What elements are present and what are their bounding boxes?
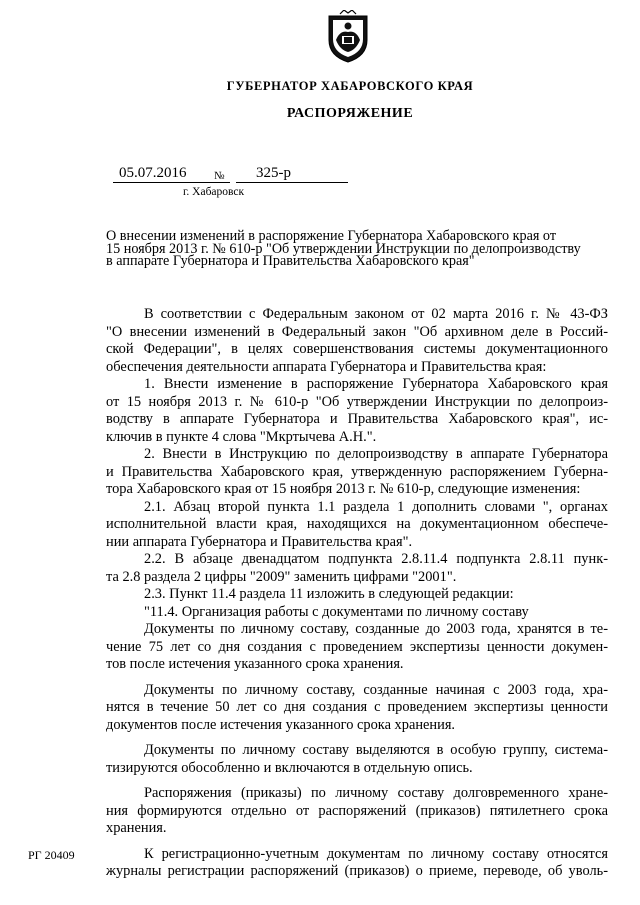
body-line: хранения. — [106, 820, 167, 836]
body-line: тов после истечения указанного срока хранения. — [106, 656, 404, 672]
document-body — [106, 306, 608, 881]
body-line: водству в аппарате Губернатора и Правительства Хабаровского края", ис- — [106, 411, 608, 427]
footer-code: РГ 20409 — [28, 848, 75, 862]
body-line: тизируются обособленно и включаются в отдельную опись. — [106, 759, 473, 776]
subject-line: О внесении изменений в распоряжение Губернатора Хабаровского края от — [106, 228, 557, 244]
body-line: Распоряжения (приказы) по личному составу долговременного хране- — [144, 785, 608, 801]
body-line: и Правительства Хабаровского края, утвержденную распоряжением Губерна- — [106, 463, 608, 480]
body-line: обеспечения деятельности аппарата Губернатора и Правительства края: — [106, 358, 547, 375]
body-line: 2.3. Пункт 11.4 раздела 11 изложить в следующей редакции: — [144, 586, 514, 602]
body-line: В соответствии с Федеральным законом от 02 марта 2016 г. № 43-ФЗ — [144, 306, 608, 322]
body-line: журналы регистрации распоряжений (приказов) о приеме, переводе, об уволь- — [106, 863, 608, 879]
body-line: 2.1. Абзац второй пункта 1.1 раздела 1 дополнить словами ", органах — [144, 498, 608, 515]
coat-of-arms-emblem — [326, 10, 370, 64]
body-line: 2.2. В абзаце двенадцатом подпункта 2.8.11.4 подпункта 2.8.11 пунк- — [144, 551, 608, 567]
document-subject — [106, 230, 608, 268]
body-line: ской Федерации", в целях совершенствования системы документационного — [106, 341, 608, 357]
body-line: "О внесении изменений в Федеральный закон "Об архивном деле в Россий- — [106, 323, 608, 340]
body-line: нятся в течение 50 лет со дня создания с проведением экспертизы ценности — [106, 699, 608, 715]
number-sign: № — [214, 170, 230, 183]
body-line: от 15 ноября 2013 г. № 610-р "Об утверждении Инструкции по делопроиз- — [106, 393, 608, 410]
body-line: исполнительной власти края, находящихся на документационном обеспече- — [106, 516, 608, 532]
subject-line: в аппарате Губернатора и Правительства Хабаровского края" — [106, 253, 475, 270]
body-line: нии аппарата Губернатора и Правительства края". — [106, 533, 413, 550]
document-city: г. Хабаровск — [183, 186, 245, 198]
body-line: Документы по личному составу выделяются в особую группу, система- — [144, 742, 608, 758]
body-line: 1. Внести изменение в распоряжение Губернатора Хабаровского края — [144, 376, 608, 392]
body-line: чение 75 лет со дня создания с проведением экспертизы ценности докумен- — [106, 638, 608, 655]
subject-line: 15 ноября 2013 г. № 610-р "Об утверждении Инструкции по делопроизводству — [106, 240, 581, 257]
document-type: РАСПОРЯЖЕНИЕ — [286, 106, 414, 121]
body-line: "11.4. Организация работы с документами по личному составу — [144, 603, 529, 620]
document-number: 325-р — [236, 165, 348, 183]
body-line: ключив в пункте 4 слова "Мкртычева А.Н.". — [106, 428, 377, 445]
body-line: Документы по личному составу, созданные начиная с 2003 года, хра- — [144, 681, 608, 698]
body-line: Документы по личному составу, созданные до 2003 года, хранятся в те- — [144, 621, 608, 637]
document-date: 05.07.2016 — [113, 165, 215, 183]
body-line: 2. Внести в Инструкцию по делопроизводству в аппарате Губернатора — [144, 446, 608, 462]
body-line: К регистрационно-учетным документам по личному составу относятся — [144, 845, 608, 862]
body-line: документов после истечения указанного срока хранения. — [106, 716, 456, 733]
body-line: та 2.8 раздела 2 цифры "2009" заменить цифрами "2001". — [106, 568, 457, 585]
governor-title: ГУБЕРНАТОР ХАБАРОВСКОГО КРАЯ — [226, 79, 474, 93]
body-line: тора Хабаровского края от 15 ноября 2013 г. № 610-р, следующие изменения: — [106, 481, 581, 497]
body-line: ния формируются отдельно от распоряжений (приказов) пятилетнего срока — [106, 802, 608, 819]
